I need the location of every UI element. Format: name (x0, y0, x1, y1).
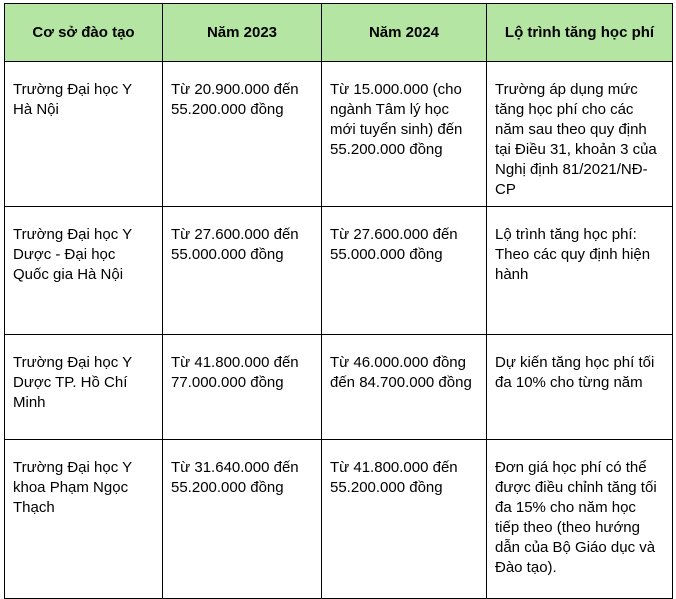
table-row (5, 440, 673, 599)
cell-school: Trường Đại học Y Hà Nội (5, 62, 163, 207)
cell-roadmap: Dự kiến tăng học phí tối đa 10% cho từng năm (487, 335, 673, 440)
cell-school: Trường Đại học Y Dược - Đại học Quốc gia Hà Nội (5, 207, 163, 335)
cell-fee-2023: Từ 27.600.000 đến 55.000.000 đồng (163, 207, 322, 335)
header-fee-roadmap: Lộ trình tăng học phí (487, 4, 673, 62)
cell-fee-2024: Từ 27.600.000 đến 55.000.000 đồng (322, 207, 487, 335)
cell-fee-2024: Từ 46.000.000 đồng đến 84.700.000 đồng (322, 335, 487, 440)
cell-school: Trường Đại học Y Dược TP. Hồ Chí Minh (5, 335, 163, 440)
table-header (5, 4, 673, 62)
cell-fee-2023: Từ 41.800.000 đến 77.000.000 đồng (163, 335, 322, 440)
cell-fee-2024: Từ 41.800.000 đến 55.200.000 đồng (322, 440, 487, 599)
table-row (5, 62, 673, 207)
cell-fee-2024: Từ 15.000.000 (cho ngành Tâm lý học mới tuyển sinh) đến 55.200.000 đồng (322, 62, 487, 207)
cell-roadmap: Lộ trình tăng học phí: Theo các quy định hiện hành (487, 207, 673, 335)
cell-roadmap: Đơn giá học phí có thể được điều chỉnh tăng tối đa 15% cho năm học tiếp theo (theo hướng dẫn của Bộ Giáo dục và Đào tạo). (487, 440, 673, 599)
header-year-2024: Năm 2024 (322, 4, 487, 62)
table-body (5, 62, 673, 599)
header-row (5, 4, 673, 62)
tuition-fee-table (4, 3, 673, 599)
header-school: Cơ sở đào tạo (5, 4, 163, 62)
cell-roadmap: Trường áp dụng mức tăng học phí cho các năm sau theo quy định tại Điều 31, khoản 3 của Nghị định 81/2021/NĐ-CP (487, 62, 673, 207)
cell-fee-2023: Từ 20.900.000 đến 55.200.000 đồng (163, 62, 322, 207)
table-row (5, 335, 673, 440)
cell-fee-2023: Từ 31.640.000 đến 55.200.000 đồng (163, 440, 322, 599)
header-year-2023: Năm 2023 (163, 4, 322, 62)
table-row (5, 207, 673, 335)
cell-school: Trường Đại học Y khoa Phạm Ngọc Thạch (5, 440, 163, 599)
